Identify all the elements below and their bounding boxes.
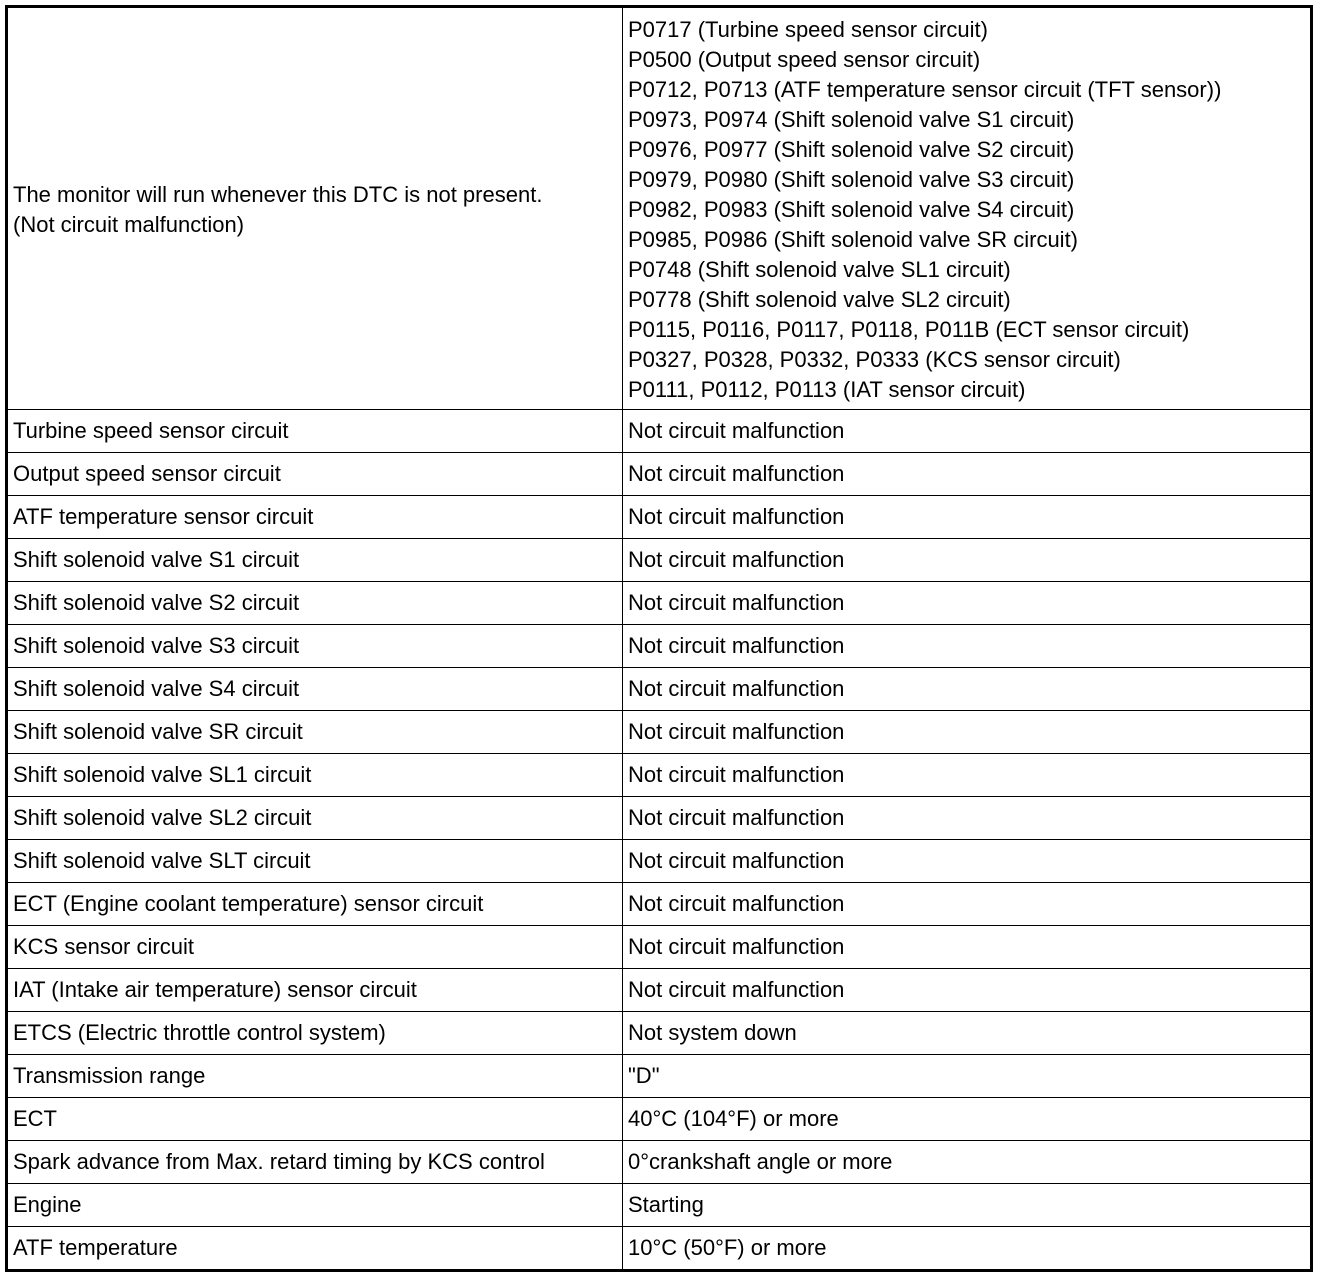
table-row bbox=[7, 1055, 1312, 1098]
condition-item-cell: Shift solenoid valve S2 circuit bbox=[7, 582, 623, 625]
table-row bbox=[7, 1184, 1312, 1227]
monitor-condition-line: (Not circuit malfunction) bbox=[13, 212, 245, 237]
table-row bbox=[7, 1141, 1312, 1184]
monitor-conditions-table bbox=[5, 5, 1313, 1272]
condition-value-cell: Not circuit malfunction bbox=[623, 410, 1312, 453]
condition-value-cell: Not circuit malfunction bbox=[623, 453, 1312, 496]
dtc-line: P0973, P0974 (Shift solenoid valve S1 circuit) bbox=[628, 107, 1075, 132]
dtc-line: P0976, P0977 (Shift solenoid valve S2 circuit) bbox=[628, 137, 1075, 162]
monitor-condition-cell bbox=[7, 7, 623, 410]
condition-value-cell: "D" bbox=[623, 1055, 1312, 1098]
condition-item-cell: Engine bbox=[7, 1184, 623, 1227]
condition-item-cell: Turbine speed sensor circuit bbox=[7, 410, 623, 453]
condition-value-cell: Not circuit malfunction bbox=[623, 625, 1312, 668]
condition-item-cell: Shift solenoid valve S3 circuit bbox=[7, 625, 623, 668]
condition-value-cell: Not circuit malfunction bbox=[623, 754, 1312, 797]
condition-item-cell: Shift solenoid valve SL1 circuit bbox=[7, 754, 623, 797]
condition-value-cell: Starting bbox=[623, 1184, 1312, 1227]
condition-item-cell: ATF temperature bbox=[7, 1227, 623, 1271]
dtc-line: P0778 (Shift solenoid valve SL2 circuit) bbox=[628, 287, 1011, 312]
table-row bbox=[7, 926, 1312, 969]
condition-value-cell: 40°C (104°F) or more bbox=[623, 1098, 1312, 1141]
table-row-monitor-dtc bbox=[7, 7, 1312, 410]
table-row bbox=[7, 711, 1312, 754]
table-body bbox=[7, 7, 1312, 1271]
dtc-line: P0500 (Output speed sensor circuit) bbox=[628, 47, 981, 72]
table-row bbox=[7, 453, 1312, 496]
table-row bbox=[7, 1012, 1312, 1055]
table-row bbox=[7, 883, 1312, 926]
condition-value-cell: 0°crankshaft angle or more bbox=[623, 1141, 1312, 1184]
dtc-list-cell bbox=[623, 7, 1312, 410]
monitor-condition-line: The monitor will run whenever this DTC is not present. bbox=[13, 182, 543, 207]
condition-item-cell: Shift solenoid valve SR circuit bbox=[7, 711, 623, 754]
table-row bbox=[7, 668, 1312, 711]
condition-item-cell: ECT bbox=[7, 1098, 623, 1141]
condition-value-cell: Not circuit malfunction bbox=[623, 582, 1312, 625]
table-row bbox=[7, 1227, 1312, 1271]
condition-item-cell: Transmission range bbox=[7, 1055, 623, 1098]
dtc-line: P0985, P0986 (Shift solenoid valve SR circuit) bbox=[628, 227, 1079, 252]
dtc-line: P0717 (Turbine speed sensor circuit) bbox=[628, 17, 988, 42]
condition-value-cell: Not circuit malfunction bbox=[623, 711, 1312, 754]
table-row bbox=[7, 754, 1312, 797]
table-row bbox=[7, 840, 1312, 883]
dtc-line: P0979, P0980 (Shift solenoid valve S3 circuit) bbox=[628, 167, 1075, 192]
table-row bbox=[7, 625, 1312, 668]
condition-item-cell: Shift solenoid valve SLT circuit bbox=[7, 840, 623, 883]
condition-value-cell: Not circuit malfunction bbox=[623, 539, 1312, 582]
condition-value-cell: Not circuit malfunction bbox=[623, 969, 1312, 1012]
condition-value-cell: Not circuit malfunction bbox=[623, 797, 1312, 840]
condition-value-cell: Not circuit malfunction bbox=[623, 926, 1312, 969]
table-row bbox=[7, 410, 1312, 453]
table-row bbox=[7, 1098, 1312, 1141]
condition-item-cell: ATF temperature sensor circuit bbox=[7, 496, 623, 539]
table-row bbox=[7, 539, 1312, 582]
condition-item-cell: ECT (Engine coolant temperature) sensor circuit bbox=[7, 883, 623, 926]
dtc-line: P0111, P0112, P0113 (IAT sensor circuit) bbox=[628, 377, 1026, 402]
condition-item-cell: ETCS (Electric throttle control system) bbox=[7, 1012, 623, 1055]
condition-value-cell: Not circuit malfunction bbox=[623, 883, 1312, 926]
condition-item-cell: IAT (Intake air temperature) sensor circuit bbox=[7, 969, 623, 1012]
condition-item-cell: Spark advance from Max. retard timing by KCS control bbox=[7, 1141, 623, 1184]
dtc-line: P0982, P0983 (Shift solenoid valve S4 circuit) bbox=[628, 197, 1075, 222]
condition-item-cell: Shift solenoid valve S1 circuit bbox=[7, 539, 623, 582]
dtc-line: P0712, P0713 (ATF temperature sensor circuit (TFT sensor)) bbox=[628, 77, 1222, 102]
condition-value-cell: Not circuit malfunction bbox=[623, 496, 1312, 539]
condition-value-cell: Not circuit malfunction bbox=[623, 668, 1312, 711]
condition-item-cell: Shift solenoid valve S4 circuit bbox=[7, 668, 623, 711]
condition-item-cell: KCS sensor circuit bbox=[7, 926, 623, 969]
table-row bbox=[7, 797, 1312, 840]
condition-value-cell: 10°C (50°F) or more bbox=[623, 1227, 1312, 1271]
condition-item-cell: Output speed sensor circuit bbox=[7, 453, 623, 496]
condition-item-cell: Shift solenoid valve SL2 circuit bbox=[7, 797, 623, 840]
table-row bbox=[7, 582, 1312, 625]
table-row bbox=[7, 496, 1312, 539]
dtc-line: P0115, P0116, P0117, P0118, P011B (ECT sensor circuit) bbox=[628, 317, 1190, 342]
condition-value-cell: Not circuit malfunction bbox=[623, 840, 1312, 883]
condition-value-cell: Not system down bbox=[623, 1012, 1312, 1055]
dtc-line: P0748 (Shift solenoid valve SL1 circuit) bbox=[628, 257, 1011, 282]
table-row bbox=[7, 969, 1312, 1012]
dtc-line: P0327, P0328, P0332, P0333 (KCS sensor circuit) bbox=[628, 347, 1121, 372]
